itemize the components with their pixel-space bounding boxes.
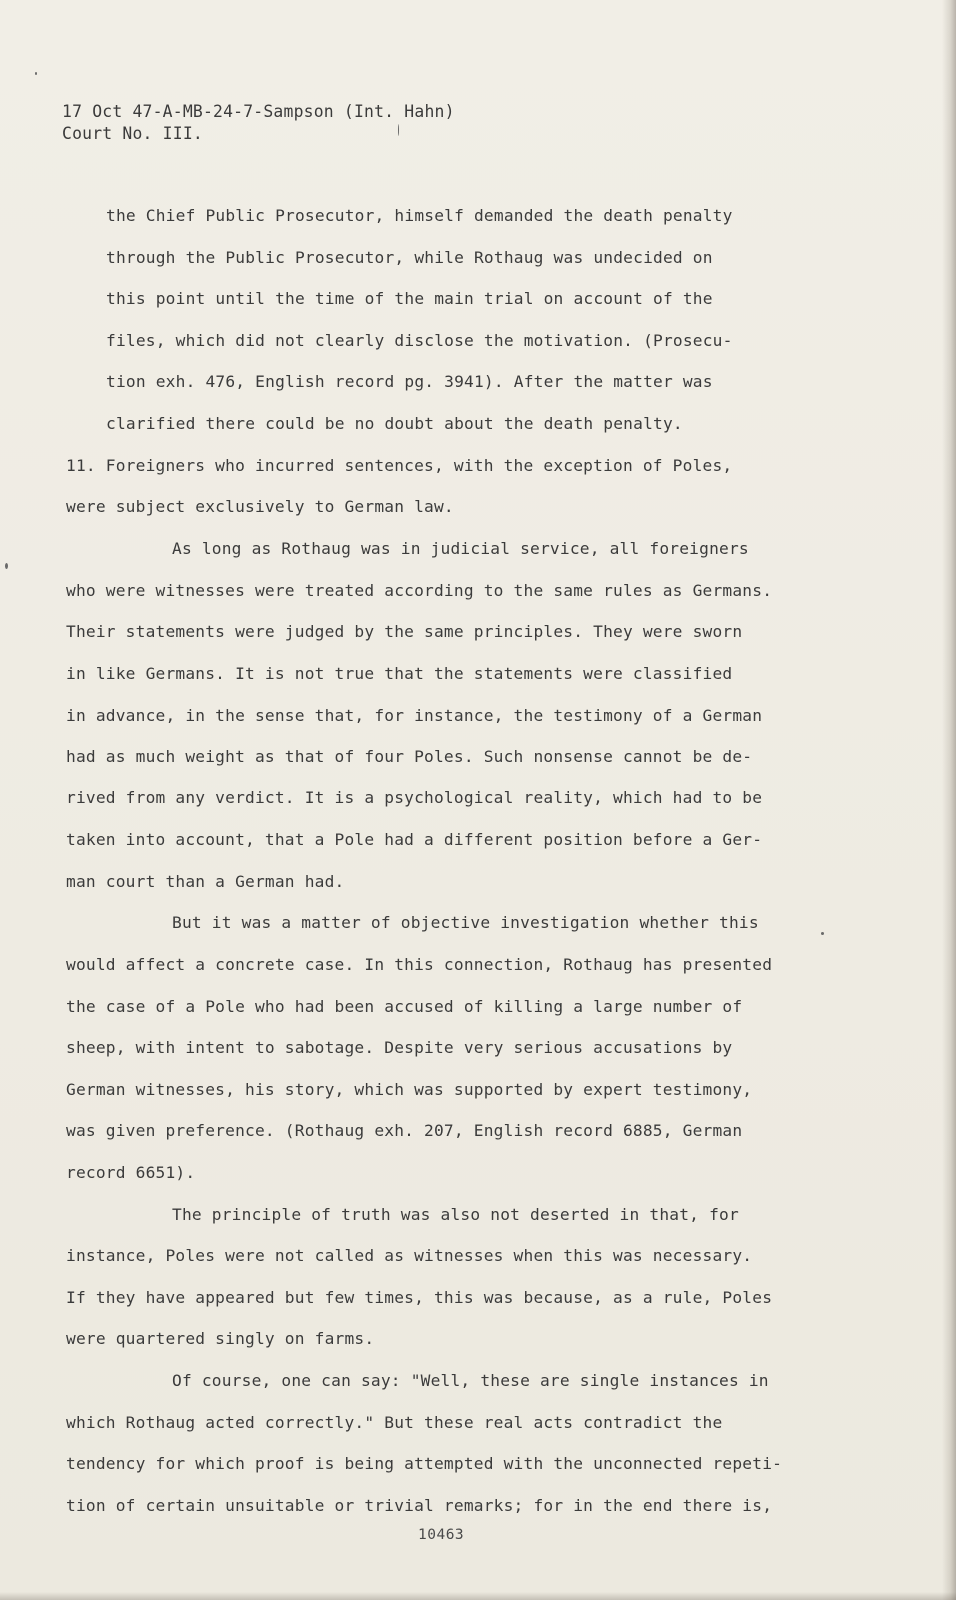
text-line: in advance, in the sense that, for instance, the testimony of a German <box>66 706 763 725</box>
paper-speck <box>35 72 37 75</box>
text-line: tendency for which proof is being attempted with the unconnected repeti- <box>66 1454 783 1473</box>
text-line: was given preference. (Rothaug exh. 207, English record 6885, German <box>66 1121 743 1140</box>
text-line: the case of a Pole who had been accused of killing a large number of <box>66 997 743 1016</box>
paragraph-first-line: The principle of truth was also not deserted in that, for <box>172 1205 739 1224</box>
paper-speck <box>398 124 399 136</box>
text-line: would affect a concrete case. In this connection, Rothaug has presented <box>66 955 773 974</box>
text-line: which Rothaug acted correctly." But these real acts contradict the <box>66 1413 723 1432</box>
text-line: Their statements were judged by the same principles. They were sworn <box>66 622 743 641</box>
text-line: were quartered singly on farms. <box>66 1329 375 1348</box>
text-line: the Chief Public Prosecutor, himself demanded the death penalty <box>106 206 733 225</box>
text-line: man court than a German had. <box>66 872 345 891</box>
page-edge-shadow <box>942 0 956 1600</box>
text-line: tion exh. 476, English record pg. 3941). After the matter was <box>106 372 713 391</box>
page-number: 10463 <box>418 1527 465 1543</box>
paper-speck <box>821 932 824 935</box>
text-line: files, which did not clearly disclose the motivation. (Prosecu- <box>106 331 733 350</box>
text-line: German witnesses, his story, which was supported by expert testimony, <box>66 1080 753 1099</box>
paragraph-first-line: As long as Rothaug was in judicial service, all foreigners <box>172 539 749 558</box>
text-line: sheep, with intent to sabotage. Despite very serious accusations by <box>66 1038 733 1057</box>
text-line: clarified there could be no doubt about the death penalty. <box>106 414 683 433</box>
paragraph-first-line: Of course, one can say: "Well, these are single instances in <box>172 1371 769 1390</box>
section-heading-line: 11. Foreigners who incurred sentences, with the exception of Poles, <box>66 456 733 475</box>
text-line: tion of certain unsuitable or trivial remarks; for in the end there is, <box>66 1496 773 1515</box>
header-line-1: 17 Oct 47-A-MB-24-7-Sampson (Int. Hahn) <box>62 102 455 121</box>
text-line: who were witnesses were treated according to the same rules as Germans. <box>66 581 773 600</box>
text-line: through the Public Prosecutor, while Rothaug was undecided on <box>106 248 713 267</box>
text-line: in like Germans. It is not true that the statements were classified <box>66 664 733 683</box>
text-line: had as much weight as that of four Poles. Such nonsense cannot be de- <box>66 747 753 766</box>
text-line: instance, Poles were not called as witnesses when this was necessary. <box>66 1246 753 1265</box>
text-line: If they have appeared but few times, this was because, as a rule, Poles <box>66 1288 773 1307</box>
text-line: were subject exclusively to German law. <box>66 497 454 516</box>
paragraph-first-line: But it was a matter of objective investigation whether this <box>172 913 759 932</box>
page-bottom-shadow <box>0 1592 956 1600</box>
paper-speck <box>5 563 8 569</box>
text-line: rived from any verdict. It is a psychological reality, which had to be <box>66 788 763 807</box>
text-line: taken into account, that a Pole had a different position before a Ger- <box>66 830 763 849</box>
header-line-2: Court No. III. <box>62 124 203 143</box>
text-line: this point until the time of the main trial on account of the <box>106 289 713 308</box>
text-line: record 6651). <box>66 1163 196 1182</box>
